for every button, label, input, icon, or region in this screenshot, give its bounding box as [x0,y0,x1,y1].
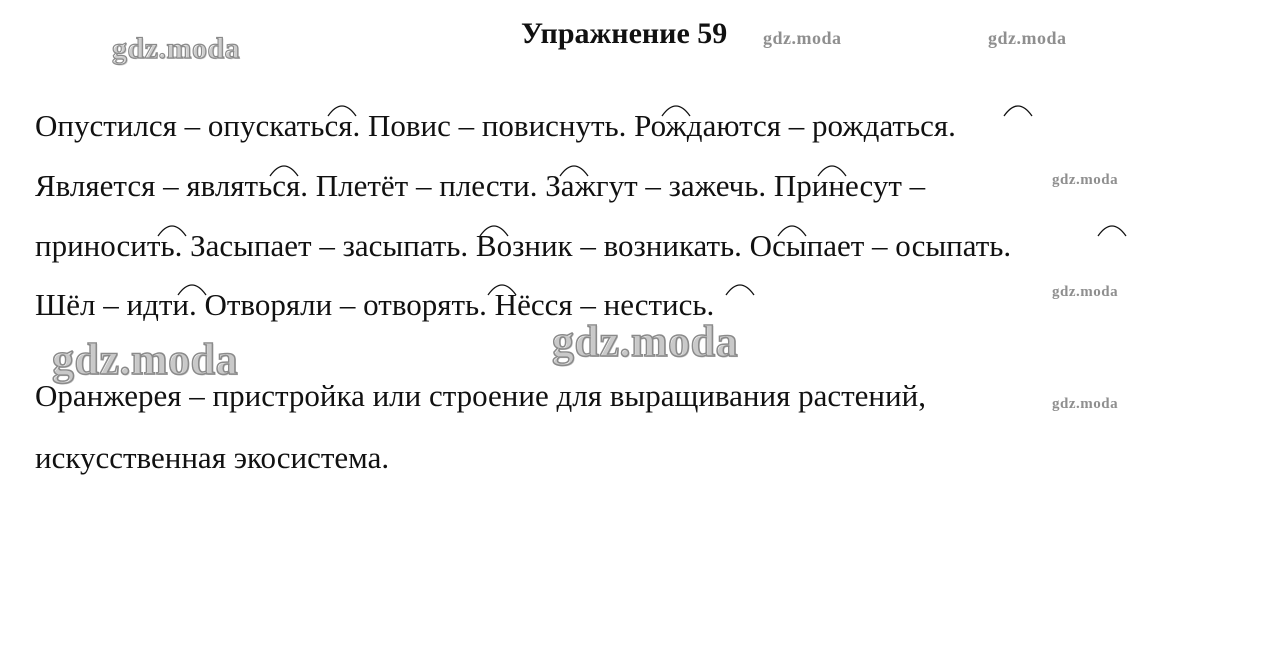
text-line-4: Шёл – идти. Отворяли – отворять. Нёсся – нестись. [35,287,715,322]
text-line-1: Опустился – опускаться. Повис – повиснуть. Рождаются – рождаться. [35,108,956,143]
watermark: gdz.moda [552,317,739,366]
text-line-5: Оранжерея – пристройка или строение для выращивания растений, [35,378,926,413]
suffix-mark [1004,106,1032,116]
watermark: gdz.moda [988,28,1067,48]
suffix-mark [726,285,754,295]
watermark: gdz.moda [1052,396,1119,412]
watermark: gdz.moda [112,32,241,65]
text-line-6: искусственная экосистема. [35,440,390,475]
watermark: gdz.moda [763,28,842,48]
watermark: gdz.moda [1052,284,1119,300]
exercise-title: Упражнение 59 [521,17,728,50]
text-line-2: Является – являться. Плетёт – плести. Зажгут – зажечь. Принесут – [35,168,926,203]
watermark: gdz.moda [1052,172,1119,188]
suffix-mark [1098,226,1126,236]
watermark: gdz.moda [52,335,239,384]
text-line-3: приносить. Засыпает – засыпать. Возник – возникать. Осыпает – осыпать. [35,228,1012,263]
